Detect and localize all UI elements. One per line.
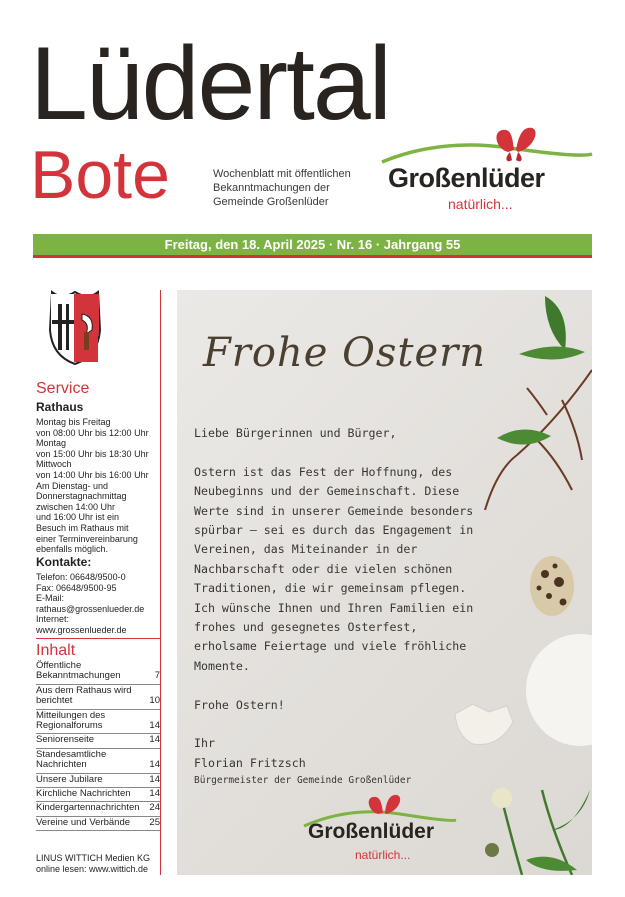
toc-title: Standesamtliche Nachrichten (36, 748, 107, 771)
flower-bud-icon (482, 760, 592, 875)
letter-line: Werte sind in unserer Gemeinde besonders (194, 503, 474, 518)
hours-time: von 15:00 Uhr bis 18:30 Uhr (36, 448, 149, 459)
toc-page: 10 (149, 695, 160, 707)
sidebar (36, 290, 161, 875)
toc-title: Öffentliche Bekanntmachungen (36, 660, 121, 682)
toc-item[interactable] (36, 788, 160, 802)
contact-line: E-Mail: (36, 593, 65, 604)
letter-sign-intro: Ihr (194, 736, 215, 751)
leaf-icon (495, 418, 555, 458)
toc-item[interactable] (36, 660, 160, 685)
toc-item[interactable] (36, 734, 160, 748)
letter-line: Neubeginns und der Gemeinschaft. Diese (194, 484, 460, 499)
brand-name: Großenlüder (388, 163, 545, 193)
hours-day: Montag (36, 438, 67, 449)
quail-egg-icon (527, 552, 577, 618)
publisher-note (36, 853, 150, 875)
toc-item[interactable] (36, 685, 160, 710)
section-divider (36, 638, 160, 639)
afternoon-line: ebenfalls möglich. (36, 544, 109, 555)
letter-line: Ich wünsche Ihnen und Ihren Familien ein (194, 600, 474, 615)
publisher-website[interactable]: online lesen: www.wittich.de (36, 864, 149, 874)
letter-line: Vereinen, das Miteinander in der (194, 542, 418, 557)
leaf-icon (515, 290, 592, 400)
masthead-subtitle: Bote (30, 137, 170, 213)
toc-title: Kindergartennachrichten (36, 802, 140, 814)
toc-title: Seniorenseite (36, 734, 95, 746)
white-egg-icon (522, 630, 592, 750)
contact-website[interactable]: www.grossenlueder.de (36, 624, 127, 635)
panel-brand-name: Großenlüder (308, 820, 435, 843)
toc-title: Kirchliche Nachrichten (36, 788, 131, 800)
toc-page: 14 (149, 759, 160, 771)
toc-item[interactable] (36, 802, 160, 816)
contact-line: Fax: 06648/9500-95 (36, 582, 117, 593)
letter-line: Momente. (194, 658, 250, 673)
letter-salutation: Liebe Bürgerinnen und Bürger, (194, 426, 397, 440)
masthead-tagline (213, 167, 373, 209)
contacts-list (36, 572, 160, 636)
afternoon-line: Am Dienstag- und (36, 480, 109, 491)
afternoon-line: Donnerstagnachmittag (36, 491, 127, 502)
toc-title: Aus dem Rathaus wird berichtet (36, 684, 132, 707)
easter-greeting-panel (177, 290, 592, 875)
tagline-line: Wochenblatt mit öffentlichen (213, 168, 351, 180)
issue-bar: Freitag, den 18. April 2025 · Nr. 16 · Jahrgang 55 (33, 234, 592, 258)
easter-greeting-title: Frohe Ostern (203, 330, 487, 376)
brand-slogan: natürlich... (448, 196, 513, 212)
contact-email[interactable]: rathaus@grossenlueder.de (36, 603, 145, 614)
letter-line: spürbar – sei es durch das Engagement in (194, 523, 474, 538)
contacts-heading: Kontakte: (36, 555, 92, 569)
afternoon-line: Besuch im Rathaus mit (36, 522, 129, 533)
hours-day: Montag bis Freitag (36, 417, 111, 427)
toc-item[interactable] (36, 774, 160, 788)
letter-closing: Frohe Ostern! (194, 697, 285, 712)
hours-time: von 14:00 Uhr bis 16:00 Uhr (36, 469, 149, 480)
opening-hours (36, 417, 160, 555)
afternoon-line: zwischen 14:00 Uhr (36, 501, 116, 512)
toc-page: 24 (149, 802, 160, 814)
letter-line: erholsame Feiertage und viele fröhliche (194, 639, 467, 654)
toc-page: 14 (149, 788, 160, 800)
toc-title: Unsere Jubilare (36, 773, 103, 785)
letter-line: frohes und gesegnetes Osterfest, (194, 620, 418, 635)
letter-signer-role: Bürgermeister der Gemeinde Großenlüder (194, 775, 412, 787)
panel-brand-slogan: natürlich... (355, 848, 411, 862)
tagline-line: Gemeinde Großenlüder (213, 196, 329, 208)
letter-line: Ostern ist das Fest der Hoffnung, des (194, 464, 453, 479)
toc-page: 14 (149, 773, 160, 785)
toc-page: 25 (149, 816, 160, 828)
toc-page: 7 (154, 670, 160, 682)
rathaus-heading: Rathaus (36, 400, 84, 414)
publisher-line: LINUS WITTICH Medien KG (36, 853, 151, 863)
service-heading: Service (36, 380, 90, 397)
masthead-title: Lüdertal (30, 26, 390, 142)
toc-page: 14 (149, 720, 160, 732)
contact-line: Telefon: 06648/9500-0 (36, 572, 126, 582)
toc-heading: Inhalt (36, 642, 76, 659)
afternoon-line: und 16:00 Uhr ist ein (36, 512, 120, 523)
letter-signer: Florian Fritzsch (194, 755, 306, 770)
toc-item[interactable] (36, 710, 160, 735)
toc-page: 14 (149, 734, 160, 746)
hours-day: Mittwoch (36, 459, 72, 470)
contact-line: Internet: (36, 614, 70, 625)
tagline-line: Bekanntmachungen der (213, 182, 330, 194)
greeting-letter (194, 424, 494, 789)
toc-item[interactable] (36, 817, 160, 831)
hours-time: von 08:00 Uhr bis 12:00 Uhr (36, 427, 149, 438)
letter-line: Nachbarschaft oder die vielen schönen (194, 561, 453, 576)
table-of-contents (36, 660, 160, 831)
letter-line: Traditionen, die wir gemeinsam pflegen. (194, 581, 467, 596)
afternoon-line: einer Terminvereinbarung (36, 533, 138, 544)
toc-title: Mitteilungen des Regionalforums (36, 709, 106, 732)
toc-title: Vereine und Verbände (36, 816, 131, 828)
toc-item[interactable] (36, 749, 160, 774)
coat-of-arms-icon (46, 290, 104, 366)
